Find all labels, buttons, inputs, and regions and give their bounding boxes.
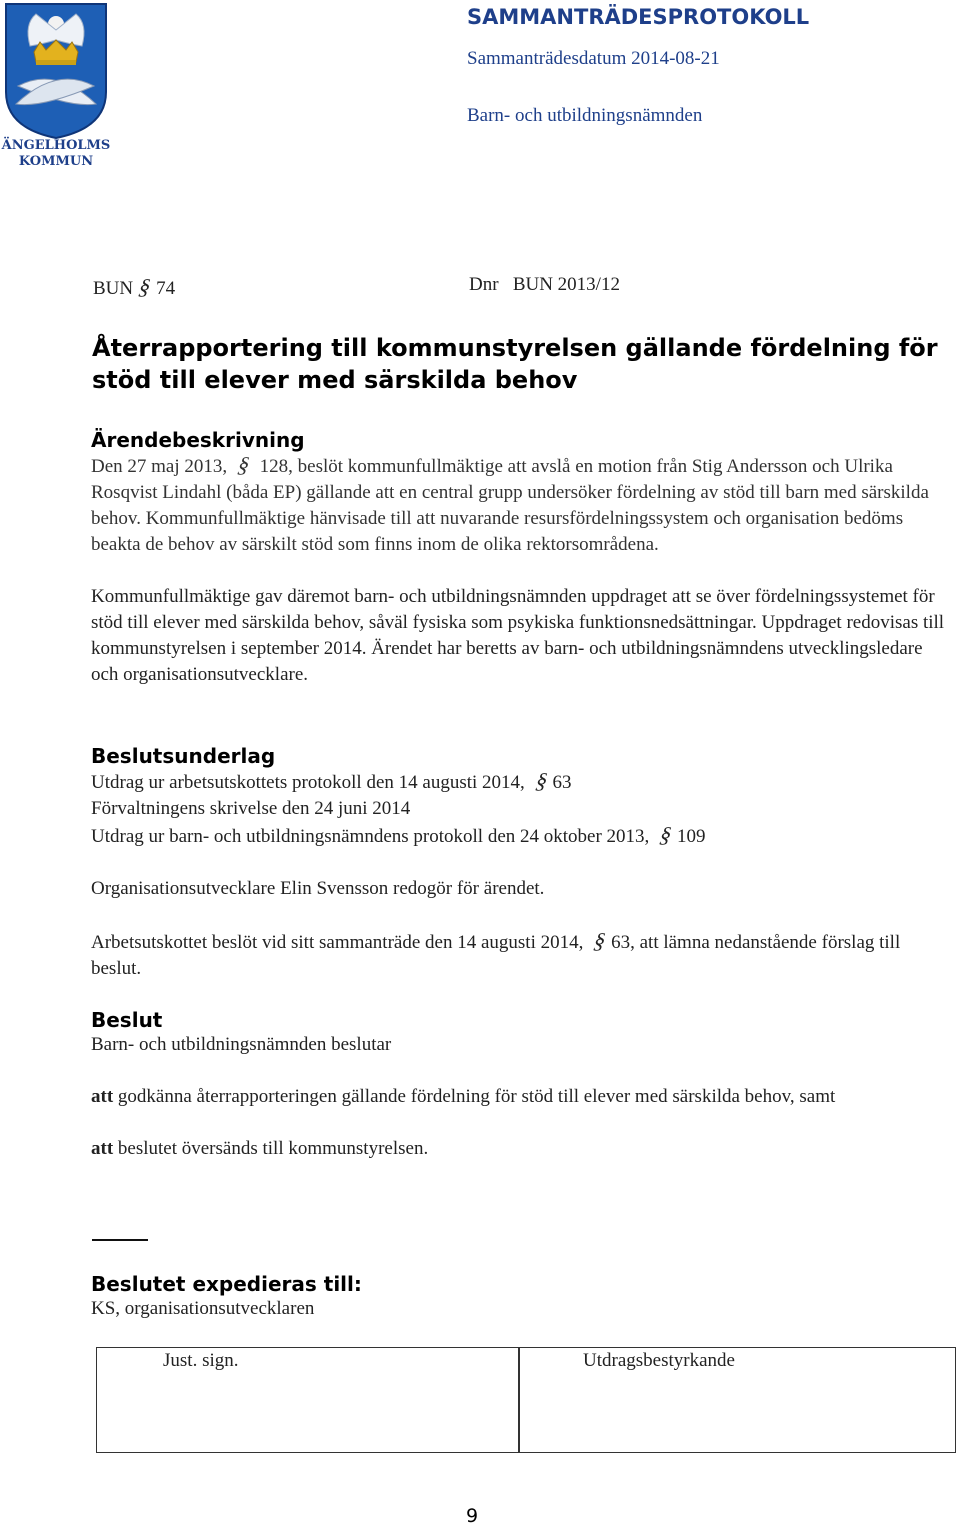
document-type-heading: SAMMANTRÄDESPROTOKOLL [467,5,810,29]
case-reference [93,274,175,300]
expedieras-recipients: KS, organisationsutvecklaren [91,1298,315,1319]
underlag-line-1-text: Utdrag ur arbetsutskottets protokoll den 14 augusti 2014, [91,772,525,793]
att-keyword: att [91,1138,114,1159]
section-heading-beslutsunderlag: Beslutsunderlag [91,744,276,768]
utdragsbestyrkande-label: Utdragsbestyrkande [583,1350,735,1371]
paragraph-sign: § [533,768,549,793]
signature-box [96,1347,956,1453]
signature-box-divider [518,1348,520,1452]
underlag-line-3-number: 109 [677,826,706,847]
just-sign-label: Just. sign. [163,1350,239,1371]
section-heading-arendebeskrivning: Ärendebeskrivning [91,428,305,452]
section-expedieras [91,1272,951,1322]
paragraph-1-rest: 128, beslöt kommunfullmäktige att avslå en motion från Stig Andersson och Ulrika Rosqvist Lindahl (båda EP) gällande att en central grupp undersöker fördelning av stöd till barn med särskilda behov. Kommunfullmäktige hänvisade till att nuvarande resursfördelningssystem och organisation bedöms beakta de behov av särskilt stöd som finns inom de olika rektorsområdena. [91,456,929,555]
section-arendebeskrivning [91,428,951,688]
separator-rule [92,1239,148,1241]
dnr-value: BUN 2013/12 [512,274,620,295]
board-name: Barn- och utbildningsnämnden [467,105,703,126]
municipality-logo [0,0,112,175]
dnr-label: Dnr [469,274,499,295]
arendebeskrivning-paragraph-1 [91,452,951,558]
underlag-line-3-text: Utdrag ur barn- och utbildningsnämndens protokoll den 24 oktober 2013, [91,826,650,847]
underlag-line-5-text: Arbetsutskottet beslöt vid sitt sammanträde den 14 augusti 2014, [91,932,584,953]
paragraph-sign: § [236,452,251,477]
logo-text-line2: KOMMUN [18,154,94,169]
paragraph-sign: § [592,928,607,953]
case-prefix: BUN [93,278,134,299]
underlag-line-3 [91,822,951,850]
logo-text-line1: ÄNGELHOLMS [1,138,111,153]
att-keyword: att [91,1086,114,1107]
paragraph-sign: § [137,274,152,299]
arendebeskrivning-paragraph-2: Kommunfullmäktige gav däremot barn- och utbildningsnämnden uppdraget att se över fördelningssystemet för stöd till elever med särskilda behov, såväl fysiska som psykiska funktionsnedsättningar. Uppdraget redovisas till kommunstyrelsen i september 2014. Ärendet har beretts av barn- och utbildningsnämndens utvecklingsledare och organisationsutvecklare. [91,586,945,685]
beslut-att-2 [91,1136,951,1162]
underlag-line-4: Organisationsutvecklare Elin Svensson redogör för ärendet. [91,878,545,899]
coat-of-arms-icon [0,0,112,140]
dnr-reference [469,274,620,296]
paragraph-sign: § [658,822,673,847]
underlag-line-1-number: 63 [552,772,572,793]
underlag-line-1 [91,768,951,796]
page-number: 9 [466,1505,479,1527]
meeting-date: Sammanträdesdatum 2014-08-21 [467,48,720,69]
beslut-att-2-text: beslutet översänds till kommunstyrelsen. [117,1138,429,1159]
section-heading-beslut: Beslut [91,1008,163,1032]
beslut-att-1 [91,1084,951,1110]
underlag-line-5 [91,928,951,982]
paragraph-1-start: Den 27 maj 2013, [91,456,228,477]
underlag-line-5-rest: 63, att lämna nedanstående förslag till beslut. [91,932,901,979]
beslut-att-1-text: godkänna återrapporteringen gällande fördelning för stöd till elever med särskilda behov, samt [117,1086,836,1107]
section-beslut [91,1008,951,1162]
section-beslutsunderlag [91,744,951,982]
page-title: Återrapportering till kommunstyrelsen gällande fördelning för stöd till elever med särskilda behov [92,334,938,394]
section-heading-expedieras: Beslutet expedieras till: [91,1272,362,1296]
beslut-intro: Barn- och utbildningsnämnden beslutar [91,1034,392,1055]
underlag-line-2: Förvaltningens skrivelse den 24 juni 2014 [91,798,411,819]
case-number: 74 [156,278,176,299]
